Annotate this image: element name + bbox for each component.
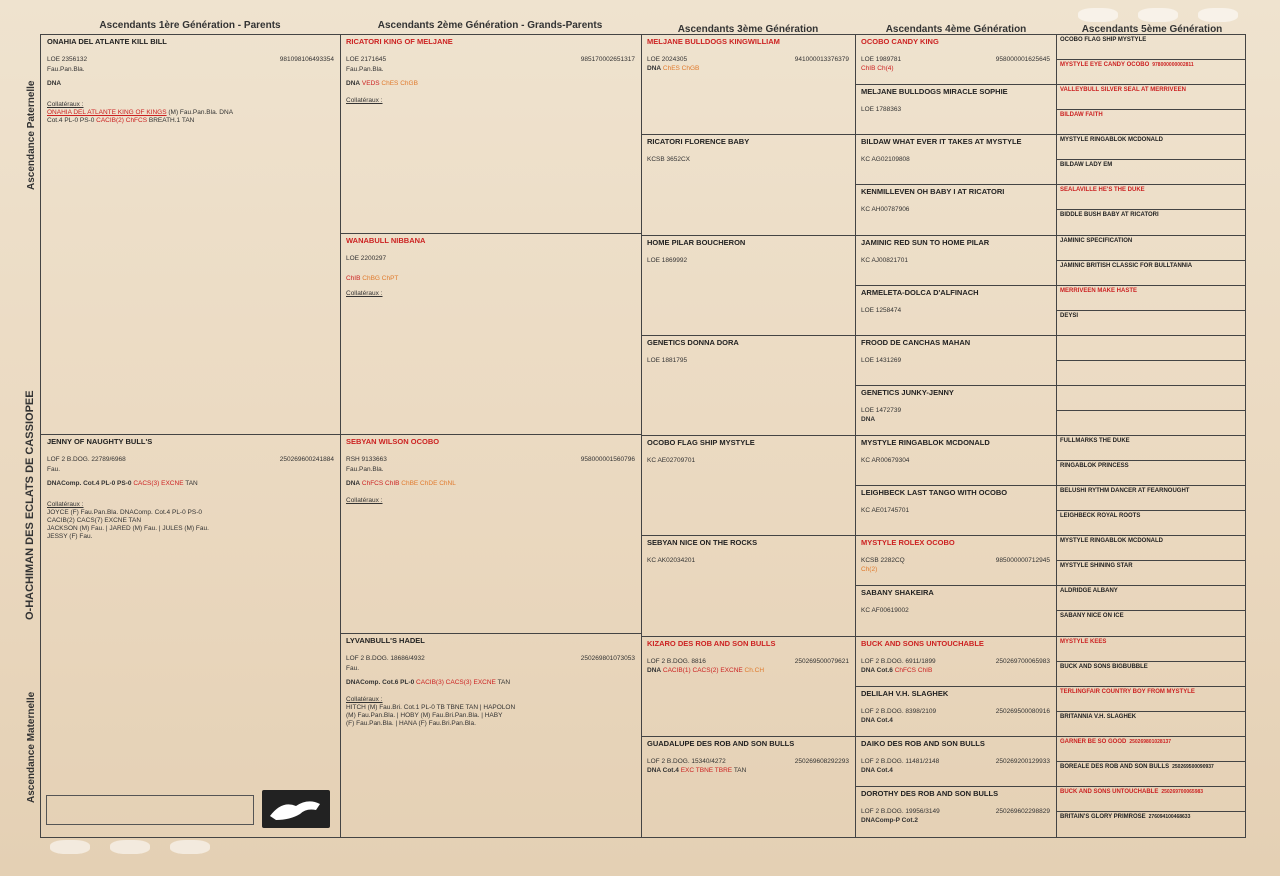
- registration: [346, 655, 635, 662]
- reg-number: KC AR00679304: [861, 457, 910, 464]
- tests-text: DNA: [346, 80, 361, 87]
- header-gen2: Ascendants 2ème Génération - Grands-Parents: [377, 20, 603, 31]
- dog-name: GENETICS JUNKY-JENNY: [861, 387, 954, 397]
- dog-name: OCOBO FLAG SHIP MYSTYLE: [647, 438, 755, 447]
- tests-titles: ChES ChGB: [379, 80, 418, 87]
- registration: [647, 457, 849, 464]
- tests-text: DNA: [861, 415, 876, 423]
- registration: [861, 56, 1050, 63]
- tests-text: ChFCS ChIB: [892, 666, 933, 674]
- dog-name: SEBYAN WILSON OCOBO: [346, 437, 440, 446]
- reg-number: RSH 9133663: [346, 456, 387, 463]
- column-gen4: [855, 35, 1057, 837]
- collaterals-label: Collatéraux :: [346, 497, 383, 504]
- gen5-cell: [1056, 611, 1245, 636]
- registration: [647, 758, 849, 765]
- gen5-cell: [1056, 336, 1245, 361]
- gen3-cell: [641, 35, 855, 135]
- reg-number: KC AH00787906: [861, 206, 910, 214]
- dog-name: ARMELETA-DOLCA D'ALFINACH: [861, 287, 979, 297]
- tests-text: TAN: [732, 766, 747, 774]
- chip-number: 250269500080916: [995, 707, 1050, 715]
- tests: [47, 477, 334, 491]
- reg-number: LOF 2 B.DOG. 18686/4932: [346, 655, 425, 662]
- dog-name: BUCK AND SONS UNTOUCHABLE: [861, 638, 984, 648]
- coat-color: Fau.: [346, 665, 360, 672]
- dog-name: FULLMARKS THE DUKE: [1060, 438, 1130, 444]
- reg-number: LOE 1472739: [861, 406, 902, 414]
- gen5-cell: [1056, 160, 1245, 185]
- collaterals-label: Collatéraux :: [47, 101, 84, 108]
- collateral-line: JESSY (F) Fau.: [47, 533, 93, 540]
- dog-name: BELUSHI RYTHM DANCER AT FEARNOUGHT: [1060, 488, 1190, 495]
- reg-number: KC AF00619002: [861, 607, 909, 615]
- dog-name: BIDDLE BUSH BABY AT RICATORI: [1060, 212, 1159, 219]
- header-gen4: Ascendants 4ème Génération: [885, 24, 1027, 35]
- reg-number: KC AE01745701: [861, 507, 910, 515]
- signature-box: [46, 795, 254, 825]
- reg-number: LOF 2 B.DOG. 15340/4272: [647, 757, 726, 765]
- gen5-cell: [1056, 311, 1245, 336]
- tests-titles: VEDS: [360, 80, 380, 87]
- chip-number: 276094100468633: [1148, 813, 1191, 820]
- gen4-cell: [855, 536, 1056, 586]
- watermark-dog-icon: [1138, 8, 1178, 22]
- dog-name: GARNER BE SO GOOD 250269801028137: [1060, 738, 1172, 745]
- side-maternal: Ascendance Maternelle: [26, 691, 37, 803]
- registration: [346, 255, 635, 262]
- chip-number: 250269602298829: [995, 807, 1050, 815]
- tests-titles: CACIB(3) CACS(3) EXCNE: [414, 679, 496, 686]
- registration: [861, 457, 1050, 464]
- chip-number: 250269200129933: [995, 757, 1050, 765]
- gen2-cell: [340, 435, 641, 634]
- dog-name: ALDRIDGE ALBANY: [1060, 588, 1118, 595]
- collateral-line: CACIB(2) CACS(7) EXCNE TAN: [47, 517, 142, 524]
- tests: [861, 564, 1050, 576]
- gen5-cell: [1056, 261, 1245, 286]
- gen2-cell: [340, 634, 641, 837]
- registration: [861, 758, 1050, 765]
- column-gen5: [1056, 35, 1245, 837]
- dog-name: DOROTHY DES ROB AND SON BULLS: [861, 788, 999, 798]
- gen5-cell: [1056, 536, 1245, 561]
- dog-name: DELILAH V.H. SLAGHEK: [861, 688, 949, 698]
- gen3-cell: [641, 436, 855, 536]
- registration: [861, 307, 1050, 314]
- dog-name: MYSTYLE ROLEX OCOBO: [861, 538, 955, 548]
- tests-titles: ChBE ChDE ChNL: [399, 480, 456, 487]
- tests-titles: ChIB: [346, 275, 361, 282]
- dog-name: OCOBO FLAG SHIP MYSTYLE: [1060, 37, 1147, 43]
- tests: [861, 765, 1050, 777]
- reg-number: LOE 1869992: [647, 256, 688, 264]
- registration: [861, 708, 1050, 715]
- watermark-dog-icon: [50, 840, 90, 854]
- registration: [861, 206, 1050, 213]
- gen5-cell: [1056, 511, 1245, 536]
- dog-name: MYSTYLE RINGABLOK MCDONALD: [1060, 538, 1163, 545]
- dog-name: BILDAW WHAT EVER IT TAKES AT MYSTYLE: [861, 137, 1022, 147]
- gen3-cell: [641, 135, 855, 235]
- gen4-cell: [855, 787, 1056, 837]
- dog-name: BRITANNIA V.H. SLAGHEK: [1060, 713, 1137, 720]
- tests: [861, 414, 1050, 426]
- collateral-line: JOYCE (F) Fau.Pan.Bla. DNAComp. Cot.4 PL-0 PS-0: [47, 509, 202, 516]
- gen5-cell: [1056, 561, 1245, 586]
- gen3-cell: [641, 336, 855, 436]
- reg-number: LOE 1989781: [861, 56, 902, 63]
- dog-name: BUCK AND SONS BIGBUBBLE: [1060, 663, 1148, 670]
- dog-name: BUCK AND SONS UNTOUCHABLE 250269700065983: [1060, 788, 1204, 795]
- reg-number: LOE 1258474: [861, 306, 902, 314]
- tests: [346, 477, 635, 491]
- gen4-cell: [855, 687, 1056, 737]
- gen3-cell: [641, 536, 855, 636]
- chip-number: 250269500079621: [794, 657, 849, 665]
- chip-number: 985000000712945: [995, 557, 1050, 565]
- gen5-cell: [1056, 461, 1245, 486]
- collateral-titles: CACIB(2) ChFCS: [94, 117, 148, 124]
- gen5-cell: [1056, 135, 1245, 160]
- dog-name: JAMINIC SPECIFICATION: [1060, 237, 1133, 244]
- gen5-cell: [1056, 411, 1245, 436]
- dog-name: BILDAW LADY EM: [1060, 162, 1113, 169]
- gen2-cell: [340, 35, 641, 234]
- collateral-info: Cot.4 PL-0 PS-0: [47, 117, 95, 124]
- dog-name: FROOD DE CANCHAS MAHAN: [861, 337, 971, 347]
- registration: [861, 156, 1050, 163]
- watermark-dog-icon: [1078, 8, 1118, 22]
- registration: [861, 407, 1050, 414]
- dog-name: GUADALUPE DES ROB AND SON BULLS: [647, 738, 795, 748]
- coat-color: Fau.: [47, 466, 61, 473]
- dog-name: MYSTYLE KEES: [1060, 638, 1107, 645]
- gen3-cell: [641, 637, 855, 737]
- tests: [346, 272, 635, 286]
- registration: [346, 456, 635, 463]
- collateral-line: (M) Fau.Pan.Bla. | HOBY (M) Fau.Bri.Pan.Bla. | HABY: [346, 712, 503, 719]
- gen1-sire: [41, 35, 340, 435]
- tests: [346, 77, 635, 91]
- dog-name: GENETICS DONNA DORA: [647, 337, 739, 347]
- tests: [861, 665, 1050, 677]
- tests: [647, 63, 849, 75]
- dog-name: SEALAVILLE HE'S THE DUKE: [1060, 187, 1145, 194]
- reg-number: LOF 2 B.DOG. 6911/1899: [861, 657, 936, 665]
- gen5-cell: [1056, 662, 1245, 687]
- gen5-cell: [1056, 361, 1245, 386]
- dog-name: MYSTYLE RINGABLOK MCDONALD: [1060, 137, 1163, 144]
- gen5-cell: [1056, 210, 1245, 235]
- tests-text: DNA: [346, 480, 361, 487]
- side-paternal: Ascendance Paternelle: [26, 80, 37, 190]
- gen3-cell: [641, 236, 855, 336]
- collateral-info: (M) Fau.Pan.Bla. DNA: [166, 109, 234, 116]
- registration: [346, 56, 635, 63]
- chip-number: 250269801073053: [580, 655, 635, 662]
- chip-number: 981098106493354: [279, 56, 334, 63]
- reg-number: KCSB 3652CX: [647, 156, 690, 164]
- chip-number: 250269700065983: [995, 657, 1050, 665]
- bulldog-logo-icon: [262, 790, 330, 828]
- registration: [647, 357, 849, 364]
- chip-number: 958000001560796: [580, 456, 635, 463]
- dog-name: BRITAIN'S GLORY PRIMROSE 276094100468633: [1060, 813, 1191, 820]
- dog-name: KENMILLEVEN OH BABY I AT RICATORI: [861, 187, 1005, 197]
- dog-name: SABANY SHAKEIRA: [861, 588, 934, 598]
- chip-number: 958000001625645: [995, 56, 1050, 63]
- column-gen2: [340, 35, 642, 837]
- reg-number: LOE 2024305: [647, 56, 688, 63]
- dog-name: MELJANE BULLDOGS KINGWILLIAM: [647, 37, 780, 46]
- reg-number: LOE 2200297: [346, 255, 387, 262]
- reg-number: LOE 1881795: [647, 356, 688, 364]
- tests-text: DNA Cot.6: [861, 666, 893, 674]
- coat-color: Fau.Pan.Bla.: [47, 66, 85, 73]
- header-gen1: Ascendants 1ère Génération - Parents: [99, 20, 281, 31]
- registration: [861, 557, 1050, 564]
- tests-text: DNA: [647, 666, 662, 674]
- tests-text: ChIB Ch(4): [861, 65, 894, 72]
- collateral-name: ONAHIA DEL ATLANTE KING OF KINGS: [47, 109, 167, 116]
- gen5-cell: [1056, 286, 1245, 311]
- gen4-cell: [855, 85, 1056, 135]
- dog-name: LEIGHBECK ROYAL ROOTS: [1060, 513, 1141, 520]
- chip-number: 250269600241884: [279, 456, 334, 463]
- gen5-cell: [1056, 110, 1245, 135]
- collaterals-label: Collatéraux :: [47, 501, 84, 508]
- gen2-cell: [340, 234, 641, 435]
- tests-titles: ChBG ChPT: [360, 275, 399, 282]
- dog-name: LYVANBULL'S HADEL: [346, 636, 425, 645]
- gen5-cell: [1056, 637, 1245, 662]
- gen4-cell: [855, 737, 1056, 787]
- tests-text: DNA: [647, 65, 662, 72]
- gen5-cell: [1056, 236, 1245, 261]
- column-gen3: [641, 35, 856, 837]
- tests: [647, 665, 849, 677]
- tests-text: TAN: [183, 480, 198, 487]
- registration: [861, 106, 1050, 113]
- dog-name: SABANY NICE ON ICE: [1060, 613, 1124, 620]
- tests-text: Ch(2): [861, 566, 878, 574]
- reg-number: LOF 2 B.DOG. 11481/2148: [861, 757, 940, 765]
- dog-name: RINGABLOK PRINCESS: [1060, 463, 1129, 470]
- tests: [346, 676, 635, 690]
- side-dog-name: O-HACHIMAN DES ECLATS DE CASSIOPEE: [24, 390, 36, 620]
- reg-number: LOF 2 B.DOG. 22789/6968: [47, 456, 126, 463]
- dog-name: WANABULL NIBBANA: [346, 236, 426, 245]
- gen4-cell: [855, 386, 1056, 436]
- registration: [861, 507, 1050, 514]
- gen4-cell: [855, 586, 1056, 636]
- dog-name: TERLINGFAIR COUNTRY BOY FROM MYSTYLE: [1060, 688, 1195, 695]
- reg-number: LOE 2171645: [346, 56, 387, 63]
- dog-name: SEBYAN NICE ON THE ROCKS: [647, 538, 758, 548]
- registration: [647, 56, 849, 63]
- tests-text: ChES ChGB: [661, 65, 700, 72]
- dog-name: BILDAW FAITH: [1060, 112, 1103, 119]
- registration: [647, 156, 849, 163]
- dog-name: JAMINIC BRITISH CLASSIC FOR BULLTANNIA: [1060, 262, 1193, 269]
- gen5-cell: [1056, 712, 1245, 737]
- gen5-cell: [1056, 762, 1245, 787]
- tests-text: DNAComp. Cot.4 PL-0 PS-0: [47, 480, 132, 487]
- tests-titles: ChFCS ChIB: [360, 480, 400, 487]
- dog-name: DAIKO DES ROB AND SON BULLS: [861, 738, 985, 748]
- gen5-cell: [1056, 386, 1245, 411]
- watermark-dog-icon: [110, 840, 150, 854]
- reg-number: KC AJ00821701: [861, 256, 908, 264]
- gen4-cell: [855, 35, 1056, 85]
- chip-number: 250269500090937: [1172, 763, 1214, 770]
- tests-text: DNAComp. Cot.6 PL-0: [346, 679, 415, 686]
- reg-number: KC AK02034201: [647, 557, 696, 565]
- collaterals-label: Collatéraux :: [346, 696, 383, 703]
- dog-name: RICATORI FLORENCE BABY: [647, 137, 750, 147]
- chip-number: 250269608292293: [794, 757, 849, 765]
- dog-name: MERRIVEEN MAKE HASTE: [1060, 287, 1138, 294]
- tests-text: DNAComp-P Cot.2: [861, 816, 918, 824]
- column-gen1: [41, 35, 341, 837]
- registration: [647, 557, 849, 564]
- chip-number: 941000013376379: [794, 56, 849, 63]
- dog-name: BOREALE DES ROB AND SON BULLS 250269500090937: [1060, 763, 1214, 770]
- tests-titles: CACS(3) EXCNE: [131, 480, 184, 487]
- registration: [861, 257, 1050, 264]
- chip-number: 985170002651317: [580, 56, 635, 63]
- gen4-cell: [855, 236, 1056, 286]
- gen4-cell: [855, 336, 1056, 386]
- watermark-dog-icon: [170, 840, 210, 854]
- gen4-cell: [855, 286, 1056, 336]
- registration: [647, 257, 849, 264]
- gen5-cell: [1056, 35, 1245, 60]
- reg-number: LOE 1788363: [861, 106, 902, 114]
- dog-name: JENNY OF NAUGHTY BULL'S: [47, 437, 153, 446]
- gen4-cell: [855, 637, 1056, 687]
- registration: [47, 456, 334, 463]
- gen5-cell: [1056, 687, 1245, 712]
- registration: [861, 808, 1050, 815]
- collateral-line: HITCH (M) Fau.Bri. Cot.1 PL-0 TB TBNE TAN | HAPOLON: [346, 704, 516, 711]
- tests-text: CACIB(1) CACS(2) EXCNE: [661, 666, 743, 674]
- reg-number: LOE 1431269: [861, 356, 902, 364]
- dog-name: MYSTYLE EYE CANDY OCOBO 978000000002811: [1060, 62, 1194, 69]
- tests-text: EXC TBNE TBRE: [678, 766, 733, 774]
- watermark-dog-icon: [1198, 8, 1238, 22]
- gen5-cell: [1056, 586, 1245, 611]
- dog-name: KIZARO DES ROB AND SON BULLS: [647, 638, 776, 648]
- dog-name: VALLEYBULL SILVER SEAL AT MERRIVEEN: [1060, 87, 1186, 94]
- gen4-cell: [855, 486, 1056, 536]
- coat-color: Fau.Pan.Bla.: [346, 466, 384, 473]
- collateral-line: (F) Fau.Pan.Bla. | HANA (F) Fau.Bri.Pan.Bla.: [346, 720, 476, 727]
- club-logo: [262, 790, 330, 828]
- registration: [861, 357, 1050, 364]
- chip-number: 250269801028137: [1129, 738, 1172, 745]
- gen4-cell: [855, 135, 1056, 185]
- gen5-cell: [1056, 60, 1245, 85]
- header-gen3: Ascendants 3ème Génération: [677, 24, 819, 35]
- gen5-cell: [1056, 185, 1245, 210]
- collateral-line: JACKSON (M) Fau. | JARED (M) Fau. | JULES (M) Fau.: [47, 525, 209, 532]
- dog-name: HOME PILAR BOUCHERON: [647, 237, 746, 247]
- gen3-cell: [641, 737, 855, 837]
- gen5-cell: [1056, 737, 1245, 762]
- tests: [647, 765, 849, 777]
- tests-text: DNA Cot.4: [861, 716, 893, 724]
- tests: [861, 63, 1050, 75]
- header-gen5: Ascendants 5ème Génération: [1081, 24, 1223, 35]
- reg-number: KCSB 2282CQ: [861, 557, 905, 565]
- collateral-info: BREATH.1 TAN: [147, 117, 195, 124]
- dog-name: DEYSI: [1060, 312, 1079, 319]
- tests-text: DNA Cot.4: [647, 766, 679, 774]
- gen5-cell: [1056, 85, 1245, 110]
- dog-name: OCOBO CANDY KING: [861, 37, 939, 46]
- dog-name: ONAHIA DEL ATLANTE KILL BILL: [47, 37, 167, 46]
- registration: [861, 607, 1050, 614]
- tests-text: TAN: [495, 679, 511, 686]
- gen5-cell: [1056, 787, 1245, 812]
- gen5-cell: [1056, 486, 1245, 511]
- gen4-cell: [855, 436, 1056, 486]
- reg-number: LOF 2 B.DOG. 19956/3149: [861, 807, 940, 815]
- dog-name: MYSTYLE SHINING STAR: [1060, 563, 1133, 570]
- gen5-cell: [1056, 812, 1245, 837]
- gen4-cell: [855, 185, 1056, 235]
- reg-number: LOF 2 B.DOG. 8816: [647, 657, 706, 665]
- collaterals-label: Collatéraux :: [346, 290, 383, 297]
- reg-number: LOE 2356132: [47, 56, 88, 63]
- tests: DNA: [47, 80, 62, 87]
- pedigree-grid: [40, 34, 1246, 838]
- dog-name: JAMINIC RED SUN TO HOME PILAR: [861, 237, 990, 247]
- reg-number: KC AG02109808: [861, 156, 910, 164]
- reg-number: LOF 2 B.DOG. 8398/2109: [861, 707, 937, 715]
- tests: [861, 715, 1050, 727]
- gen5-cell: [1056, 436, 1245, 461]
- coat-color: Fau.Pan.Bla.: [346, 66, 384, 73]
- collaterals-label: Collatéraux :: [346, 97, 383, 104]
- tests-text: Ch.CH: [742, 666, 765, 674]
- reg-number: KC AE02709701: [647, 457, 696, 464]
- dog-name: MYSTYLE RINGABLOK MCDONALD: [861, 438, 990, 447]
- registration: [647, 658, 849, 665]
- chip-number: 250269700065983: [1161, 788, 1204, 795]
- dog-name: LEIGHBECK LAST TANGO WITH OCOBO: [861, 488, 1008, 498]
- registration: [47, 56, 334, 63]
- chip-number: 978000000002811: [1152, 62, 1194, 69]
- registration: [861, 658, 1050, 665]
- gen1-dam: [41, 435, 340, 837]
- dog-name: RICATORI KING OF MELJANE: [346, 37, 453, 46]
- tests: [861, 815, 1050, 827]
- dog-name: MELJANE BULLDOGS MIRACLE SOPHIE: [861, 87, 1008, 97]
- tests-text: DNA Cot.4: [861, 766, 893, 774]
